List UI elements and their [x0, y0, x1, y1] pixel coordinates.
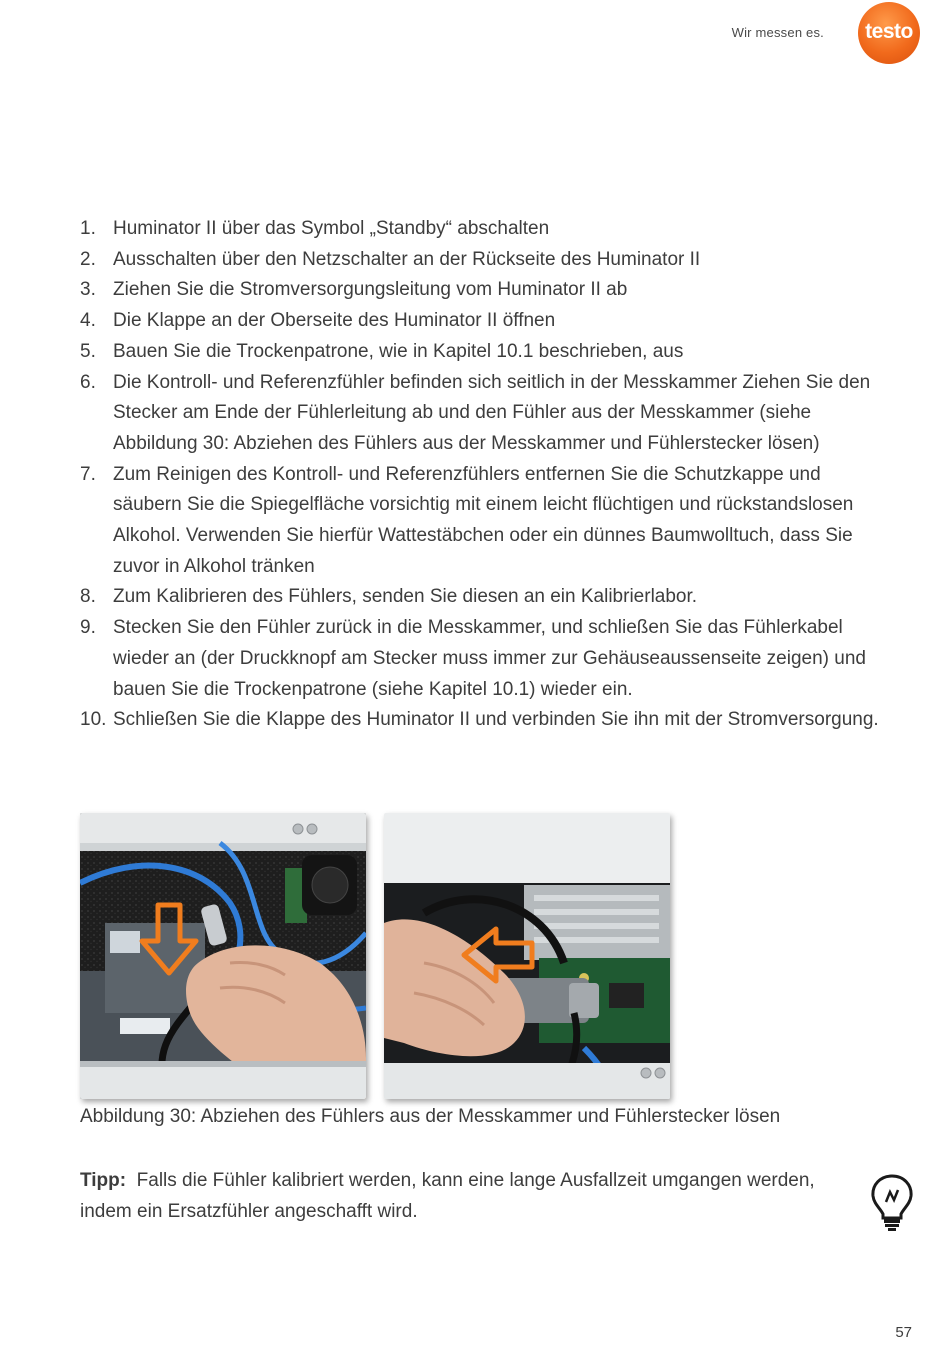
- tip-label: Tipp:: [80, 1170, 127, 1191]
- step-text: Bauen Sie die Trockenpatrone, wie in Kapitel 10.1 beschrieben, aus: [113, 340, 684, 362]
- step-text: Zum Kalibrieren des Fühlers, senden Sie diesen an ein Kalibrierlabor.: [113, 586, 698, 608]
- instruction-step: [80, 705, 880, 736]
- logo-text: testo: [865, 20, 913, 43]
- step-text: Die Klappe an der Oberseite des Huminator II öffnen: [113, 310, 556, 332]
- instruction-step: [80, 582, 880, 613]
- instruction-step: [80, 460, 880, 583]
- page-number: 57: [895, 1324, 912, 1341]
- lightbulb-icon: [868, 1172, 916, 1232]
- step-text: Stecken Sie den Fühler zurück in die Messkammer, und schließen Sie das Fühlerkabel wieder an (der Druckknopf am Stecker muss immer zur Gehäuseaussenseite zeigen) und bauen Sie die Trockenpatrone (siehe Kapitel 10.1) wieder ein.: [113, 617, 866, 700]
- figure-caption: Abbildung 30: Abziehen des Fühlers aus der Messkammer und Fühlerstecker lösen: [80, 1106, 781, 1127]
- step-number: 6.: [80, 371, 96, 393]
- step-number: 4.: [80, 310, 96, 332]
- photo-release-plug-illustration: [384, 813, 670, 1099]
- step-text: Schließen Sie die Klappe des Huminator II und verbinden Sie ihn mit der Stromversorgung.: [113, 709, 879, 731]
- photo-release-plug: [384, 813, 670, 1099]
- instruction-step: [80, 337, 880, 368]
- step-text: Die Kontroll- und Referenzfühler befinden sich seitlich in der Messkammer Ziehen Sie den Stecker am Ende der Fühlerleitung ab und den Fühler aus der Messkammer (siehe Abbildung 30: Abziehen des Fühlers aus der Messkammer und Fühlerstecker lösen): [113, 371, 871, 454]
- step-number: 8.: [80, 586, 96, 608]
- step-number: 2.: [80, 248, 96, 270]
- step-number: 1.: [80, 218, 96, 239]
- instruction-step: [80, 245, 880, 276]
- testo-logo: [858, 2, 920, 64]
- instruction-step: [80, 275, 880, 306]
- step-number: 7.: [80, 463, 96, 485]
- step-number: 10.: [80, 709, 107, 731]
- instruction-list: [80, 214, 880, 736]
- instruction-step: [80, 214, 880, 245]
- step-text: Zum Reinigen des Kontroll- und Referenzfühlers entfernen Sie die Schutzkappe und säubern Sie die Spiegelfläche vorsichtig mit einem leicht flüchtigen und rückstandslosen Alkohol. Verwenden Sie hierfür Wattestäbchen oder ein dünnes Baumwolltuch, dass Sie zuvor in Alkohol tränken: [113, 463, 854, 577]
- step-text: Ausschalten über den Netzschalter an der Rückseite des Huminator II: [113, 248, 701, 270]
- brand-slogan: Wir messen es.: [731, 25, 824, 40]
- photo-pull-sensor-illustration: [80, 813, 366, 1099]
- tip-box: [80, 1166, 840, 1227]
- step-number: 3.: [80, 279, 96, 301]
- instruction-step: [80, 368, 880, 460]
- step-text: Ziehen Sie die Stromversorgungsleitung vom Huminator II ab: [113, 279, 628, 301]
- step-number: 5.: [80, 340, 96, 362]
- step-number: 9.: [80, 617, 96, 639]
- instruction-step: [80, 306, 880, 337]
- step-text: Huminator II über das Symbol „Standby“ abschalten: [113, 218, 550, 239]
- instruction-step: [80, 613, 880, 705]
- photo-pull-sensor: [80, 813, 366, 1099]
- tip-text: Falls die Fühler kalibriert werden, kann eine lange Ausfallzeit umgangen werden, indem ein Ersatzfühler angeschafft wird.: [80, 1170, 815, 1222]
